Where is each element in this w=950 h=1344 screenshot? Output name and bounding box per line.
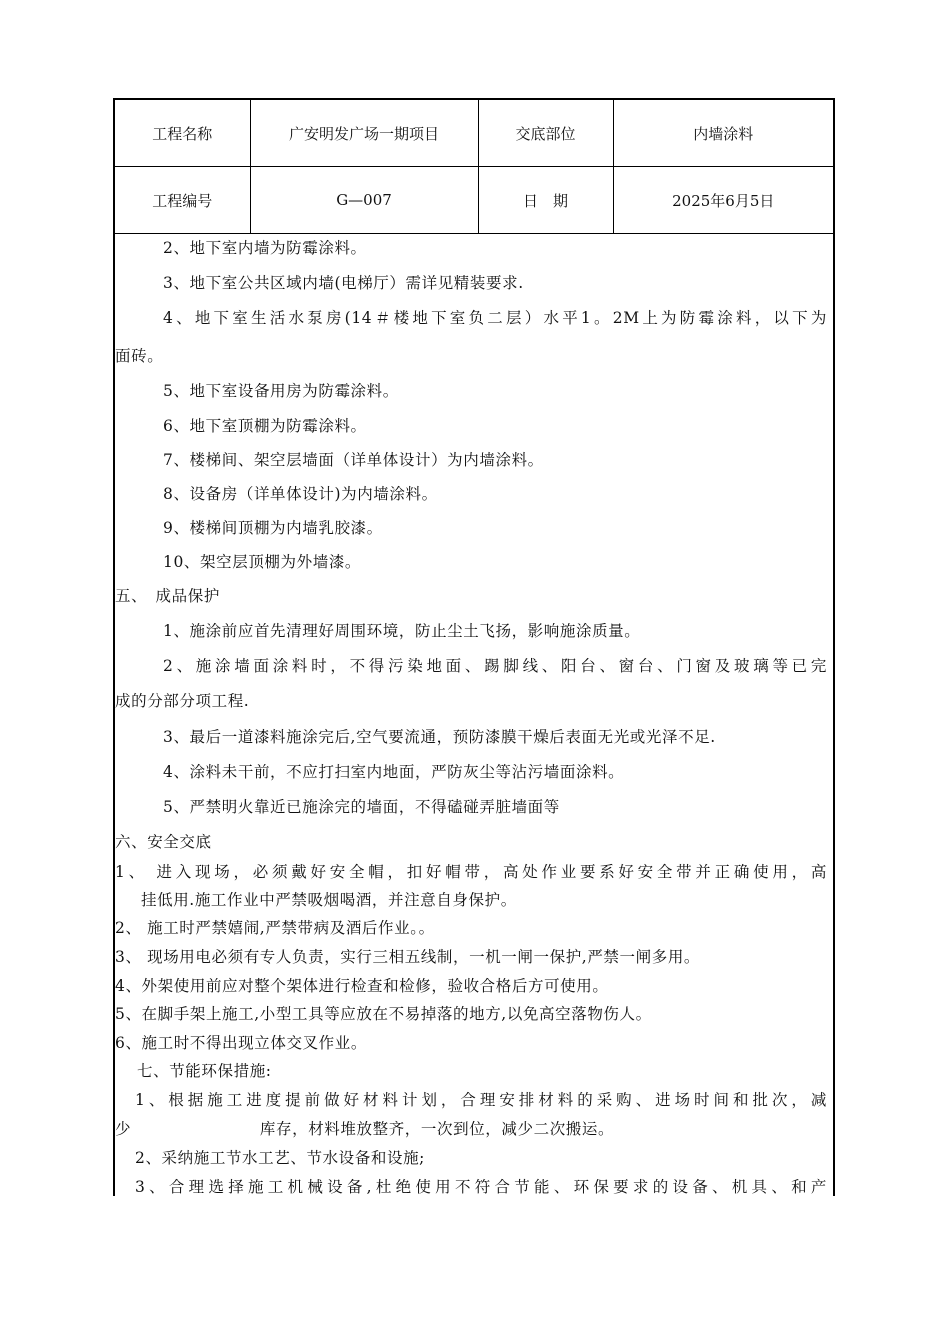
text-line: 8、设备房（详单体设计)为内墙涂料。 [163, 485, 438, 503]
date-label: 日 期 [478, 167, 613, 234]
text-line: 面砖。 [115, 347, 164, 365]
text-line: 1、根据施工进度提前做好材料计划，合理安排材料的采购、进场时间和批次，减 [135, 1091, 827, 1109]
part-value: 内墙涂料 [613, 100, 833, 167]
project-no: G—007 [250, 167, 478, 234]
text-line: 成的分部分项工程. [115, 692, 250, 710]
text-line: 9、楼梯间顶棚为内墙乳胶漆。 [163, 519, 383, 537]
text-line: 4、外架使用前应对整个架体进行检查和检修，验收合格后方可使用。 [115, 977, 609, 995]
text-line: 4、地下室生活水泵房(14＃楼地下室负二层）水平1。2M上为防霉涂料，以下为 [163, 309, 827, 327]
text-line: 5、地下室设备用房为防霉涂料。 [163, 382, 399, 400]
part-label: 交底部位 [478, 100, 613, 167]
text-line: 6、施工时不得出现立体交叉作业。 [115, 1034, 367, 1052]
text-line: 5、严禁明火靠近已施涂完的墙面，不得磕碰弄脏墙面等 [163, 798, 560, 816]
project-name-label: 工程名称 [115, 100, 250, 167]
text-line: 5、在脚手架上施工,小型工具等应放在不易掉落的地方,以免高空落物伤人。 [115, 1005, 652, 1023]
header-table [115, 100, 833, 234]
section-heading: 五、 成品保护 [115, 587, 220, 605]
section-heading: 六、安全交底 [115, 833, 212, 851]
date-value: 2025年6月5日 [613, 167, 833, 234]
text-line: 4、涂料未干前，不应打扫室内地面，严防灰尘等沾污墙面涂料。 [163, 763, 625, 781]
text-line: 2、 施工时严禁嬉闹,严禁带病及酒后作业。。 [115, 919, 435, 937]
text-line: 1、施涂前应首先清理好周围环境，防止尘土飞扬，影响施涂质量。 [163, 622, 641, 640]
text-line: 2、地下室内墙为防霉涂料。 [163, 239, 367, 257]
text-line: 3、合理选择施工机械设备,杜绝使用不符合节能、环保要求的设备、机具、和产 [135, 1178, 827, 1196]
text-line: 挂低用.施工作业中严禁吸烟喝酒，并注意自身保护。 [141, 891, 517, 909]
text-line: 少 库存，材料堆放整齐，一次到位，减少二次搬运。 [115, 1120, 615, 1138]
text-line: 1、 进入现场，必须戴好安全帽，扣好帽带，高处作业要系好安全带并正确使用，高 [115, 863, 827, 881]
section-heading: 七、节能环保措施: [137, 1062, 272, 1080]
text-line: 3、最后一道漆料施涂完后,空气要流通，预防漆膜干燥后表面无光或光泽不足. [163, 728, 716, 746]
project-no-label: 工程编号 [115, 167, 250, 234]
text-line: 3、地下室公共区域内墙(电梯厅）需详见精装要求. [163, 274, 524, 292]
text-line: 10、架空层顶棚为外墙漆。 [163, 553, 362, 571]
project-name: 广安明发广场一期项目 [250, 100, 478, 167]
text-line: 2、施涂墙面涂料时，不得污染地面、踢脚线、阳台、窗台、门窗及玻璃等已完 [163, 657, 827, 675]
text-line: 3、 现场用电必须有专人负责，实行三相五线制，一机一闸一保护,严禁一闸多用。 [115, 948, 701, 966]
text-line: 2、采纳施工节水工艺、节水设备和设施; [135, 1149, 425, 1167]
text-line: 7、楼梯间、架空层墙面（详单体设计）为内墙涂料。 [163, 451, 544, 469]
text-line: 6、地下室顶棚为防霉涂料。 [163, 417, 367, 435]
document-sheet [113, 98, 835, 1196]
